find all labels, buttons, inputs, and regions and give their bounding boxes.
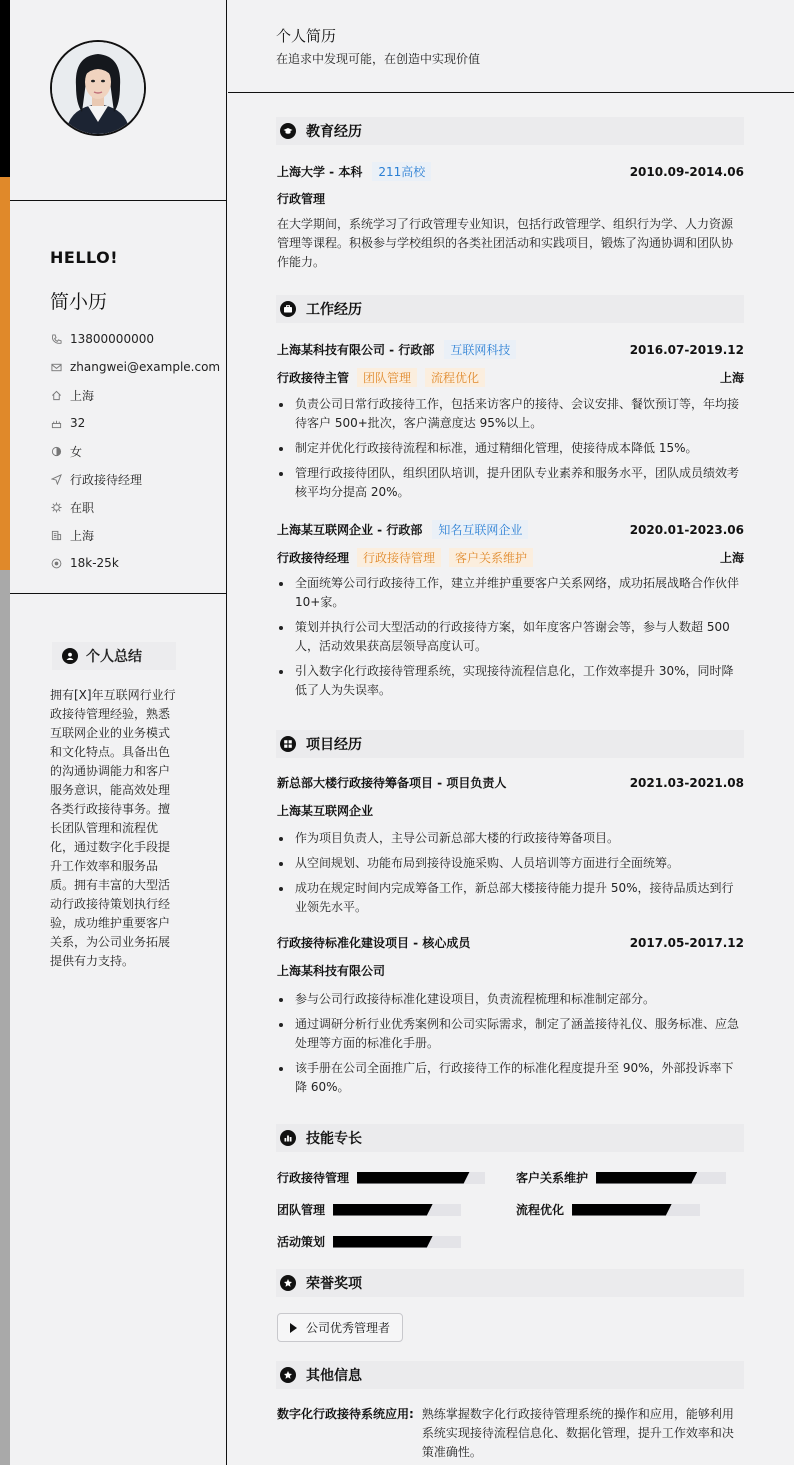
skill-item bbox=[277, 1201, 461, 1218]
major: 行政管理 bbox=[277, 192, 326, 206]
gender-icon bbox=[50, 445, 62, 457]
job-2-position-row bbox=[277, 548, 744, 567]
major-row bbox=[277, 190, 744, 207]
candidate-name: 简小历 bbox=[50, 291, 108, 313]
page-subtitle: 在追求中发现可能，在创造中实现价值 bbox=[276, 52, 481, 66]
summary-title: 个人总结 bbox=[86, 649, 142, 665]
job-date: 2020.01-2023.06 bbox=[629, 522, 744, 537]
skill-bar-fill bbox=[572, 1204, 672, 1216]
list-item: 全面统筹公司行政接待工作，建立并维护重要客户关系网络，成功拓展战略合作伙伴 10+家。 bbox=[277, 574, 744, 612]
list-item: 参与公司行政接待标准化建设项目，负责流程梳理和标准制定部分。 bbox=[277, 990, 744, 1009]
page-title: 个人简历 bbox=[276, 27, 337, 45]
job-location: 上海 bbox=[719, 371, 744, 385]
skill-bar bbox=[596, 1172, 726, 1184]
other-title: 其他信息 bbox=[306, 1368, 362, 1384]
sidebar-divider bbox=[10, 593, 227, 594]
award-icon bbox=[280, 1275, 296, 1291]
project-company: 上海某互联网企业 bbox=[277, 804, 374, 818]
accent-strip-middle bbox=[0, 177, 10, 570]
skill-item bbox=[277, 1233, 461, 1250]
salary-icon bbox=[50, 557, 62, 569]
play-icon bbox=[290, 1323, 297, 1333]
projects-title: 项目经历 bbox=[306, 737, 362, 753]
skill-item bbox=[516, 1169, 726, 1186]
skill-bar-fill bbox=[333, 1236, 433, 1248]
contact-age-text: 32 bbox=[70, 416, 86, 430]
contact-status bbox=[50, 493, 220, 521]
work-header bbox=[276, 295, 744, 323]
cake-icon bbox=[50, 417, 62, 429]
skill-bar bbox=[357, 1172, 485, 1184]
job-2-bullets bbox=[277, 574, 744, 706]
project-1-bullets bbox=[277, 829, 744, 923]
project-2-bullets bbox=[277, 990, 744, 1103]
job-skill-tag: 流程优化 bbox=[425, 368, 485, 387]
contact-city-text: 上海 bbox=[70, 528, 95, 543]
contact-salary bbox=[50, 549, 220, 577]
other-info-row bbox=[277, 1405, 744, 1462]
other-header bbox=[276, 1361, 744, 1389]
job-company: 上海某互联网企业 - 行政部 bbox=[277, 523, 423, 537]
award-badge bbox=[277, 1313, 403, 1342]
contact-gender-text: 女 bbox=[70, 444, 83, 459]
skill-name: 活动策划 bbox=[277, 1235, 326, 1249]
phone-icon bbox=[50, 333, 62, 345]
greeting: HELLO! bbox=[50, 248, 119, 267]
contact-status-text: 在职 bbox=[70, 500, 95, 515]
summary-header bbox=[52, 642, 176, 670]
job-skill-tag: 客户关系维护 bbox=[449, 548, 533, 567]
school-tag: 211高校 bbox=[372, 162, 431, 181]
job-company: 上海某科技有限公司 - 行政部 bbox=[277, 343, 435, 357]
project-date: 2021.03-2021.08 bbox=[629, 775, 744, 790]
project-name: 新总部大楼行政接待筹备项目 - 项目负责人 bbox=[277, 776, 507, 790]
job-1-bullets bbox=[277, 395, 744, 508]
contact-age bbox=[50, 409, 220, 437]
award-icon bbox=[280, 1367, 296, 1383]
job-position: 行政接待主管 bbox=[277, 371, 350, 385]
skills-header bbox=[276, 1124, 744, 1152]
skill-name: 团队管理 bbox=[277, 1203, 326, 1217]
project-name: 行政接待标准化建设项目 - 核心成员 bbox=[277, 936, 471, 950]
skill-bar bbox=[572, 1204, 700, 1216]
accent-strip-bottom bbox=[0, 570, 10, 1465]
contact-position-text: 行政接待经理 bbox=[70, 472, 143, 487]
list-item: 作为项目负责人，主导公司新总部大楼的行政接待筹备项目。 bbox=[277, 829, 744, 848]
project-date: 2017.05-2017.12 bbox=[629, 935, 744, 950]
list-item: 负责公司日常行政接待工作，包括来访客户的接待、会议安排、餐饮预订等，年均接待客户 500+批次，客户满意度达 95%以上。 bbox=[277, 395, 744, 433]
contact-city bbox=[50, 521, 220, 549]
job-skill-tag: 行政接待管理 bbox=[357, 548, 441, 567]
other-info-value: 熟练掌握数字化行政接待管理系统的操作和应用，能够利用系统实现接待流程信息化、数据化管理，提升工作效率和决策准确性。 bbox=[421, 1407, 734, 1459]
project-1-company-row bbox=[277, 802, 744, 819]
list-item: 成功在规定时间内完成筹备工作，新总部大楼接待能力提升 50%，接待品质达到行业领先水平。 bbox=[277, 879, 744, 917]
project-2-row bbox=[277, 934, 744, 951]
home-icon bbox=[50, 389, 62, 401]
avatar bbox=[50, 40, 146, 136]
awards-title: 荣誉奖项 bbox=[306, 1276, 362, 1292]
list-item: 制定并优化行政接待流程和标准，通过精细化管理，使接待成本降低 15%。 bbox=[277, 439, 744, 458]
skill-bar-fill bbox=[596, 1172, 697, 1184]
award-name: 公司优秀管理者 bbox=[306, 1321, 391, 1335]
skill-item bbox=[277, 1169, 485, 1186]
page-header bbox=[228, 0, 794, 93]
briefcase-icon bbox=[280, 301, 296, 317]
job-date: 2016.07-2019.12 bbox=[629, 342, 744, 357]
contact-position bbox=[50, 465, 220, 493]
user-icon bbox=[62, 648, 78, 664]
bar-chart-icon bbox=[280, 1130, 296, 1146]
list-item: 策划并执行公司大型活动的行政接待方案，如年度客户答谢会等，参与人数超 500 人，活动效果获高层领导高度认可。 bbox=[277, 618, 744, 656]
job-position: 行政接待经理 bbox=[277, 551, 350, 565]
send-icon bbox=[50, 473, 62, 485]
education-title: 教育经历 bbox=[306, 124, 362, 140]
list-item: 引入数字化行政接待管理系统，实现接待流程信息化，工作效率提升 30%，同时降低了人为失误率。 bbox=[277, 662, 744, 700]
skill-bar bbox=[333, 1236, 461, 1248]
work-title: 工作经历 bbox=[306, 302, 362, 318]
mail-icon bbox=[50, 361, 62, 373]
skill-name: 客户关系维护 bbox=[516, 1171, 589, 1185]
summary-text: 拥有[X]年互联网行业行政接待管理经验，熟悉互联网企业的业务模式和文化特点。具备出色的沟通协调能力和客户服务意识，能高效处理各类行政接待事务。擅长团队管理和流程优化，通过数字化手段提升工作效率和服务品质。拥有丰富的大型活动行政接待策划执行经验，成功维护重要客户关系，为公司业务拓展提供有力支持。 bbox=[50, 688, 176, 968]
status-icon bbox=[50, 501, 62, 513]
sidebar-divider bbox=[10, 200, 227, 201]
job-location: 上海 bbox=[719, 551, 744, 565]
contact-email bbox=[50, 353, 220, 381]
list-item: 该手册在公司全面推广后，行政接待工作的标准化程度提升至 90%，外部投诉率下降 60%。 bbox=[277, 1059, 744, 1097]
contact-phone-text: 13800000000 bbox=[70, 332, 154, 346]
project-2-company-row bbox=[277, 962, 744, 979]
other-info-key: 数字化行政接待系统应用: bbox=[277, 1407, 414, 1421]
project-company: 上海某科技有限公司 bbox=[277, 964, 386, 978]
list-item: 从空间规划、功能布局到接待设施采购、人员培训等方面进行全面统筹。 bbox=[277, 854, 744, 873]
building-icon bbox=[50, 529, 62, 541]
skill-bar bbox=[333, 1204, 461, 1216]
job-skill-tag: 团队管理 bbox=[357, 368, 417, 387]
school-name: 上海大学 - 本科 bbox=[277, 165, 363, 179]
education-date: 2010.09-2014.06 bbox=[629, 164, 744, 179]
skills-title: 技能专长 bbox=[306, 1131, 362, 1147]
job-1-row bbox=[277, 340, 744, 359]
job-company-tag: 互联网科技 bbox=[444, 340, 516, 359]
skill-name: 流程优化 bbox=[516, 1203, 565, 1217]
graduation-cap-icon bbox=[280, 123, 296, 139]
contact-phone bbox=[50, 325, 220, 353]
list-item: 通过调研分析行业优秀案例和公司实际需求，制定了涵盖接待礼仪、服务标准、应急处理等方面的标准化手册。 bbox=[277, 1015, 744, 1053]
portrait-image bbox=[52, 42, 144, 134]
education-header bbox=[276, 117, 744, 145]
list-item: 管理行政接待团队，组织团队培训，提升团队专业素养和服务水平，团队成员绩效考核平均分提高 20%。 bbox=[277, 464, 744, 502]
skill-bar-fill bbox=[357, 1172, 470, 1184]
contact-home bbox=[50, 381, 220, 409]
contact-salary-text: 18k-25k bbox=[70, 556, 119, 570]
skill-bar-fill bbox=[333, 1204, 433, 1216]
job-company-tag: 知名互联网企业 bbox=[432, 520, 528, 539]
grid-icon bbox=[280, 736, 296, 752]
contact-list bbox=[50, 325, 220, 577]
job-1-position-row bbox=[277, 368, 744, 387]
accent-strip-top bbox=[0, 0, 10, 177]
job-2-row bbox=[277, 520, 744, 539]
education-row bbox=[277, 162, 744, 181]
skill-item bbox=[516, 1201, 700, 1218]
contact-gender bbox=[50, 437, 220, 465]
contact-email-text: zhangwei@example.com bbox=[70, 360, 221, 374]
skill-name: 行政接待管理 bbox=[277, 1171, 350, 1185]
education-description: 在大学期间，系统学习了行政管理专业知识，包括行政管理学、组织行为学、人力资源管理等课程。积极参与学校组织的各类社团活动和实践项目，锻炼了沟通协调和团队协作能力。 bbox=[277, 217, 734, 269]
project-1-row bbox=[277, 774, 744, 791]
projects-header bbox=[276, 730, 744, 758]
contact-home-text: 上海 bbox=[70, 388, 95, 403]
awards-header bbox=[276, 1269, 744, 1297]
